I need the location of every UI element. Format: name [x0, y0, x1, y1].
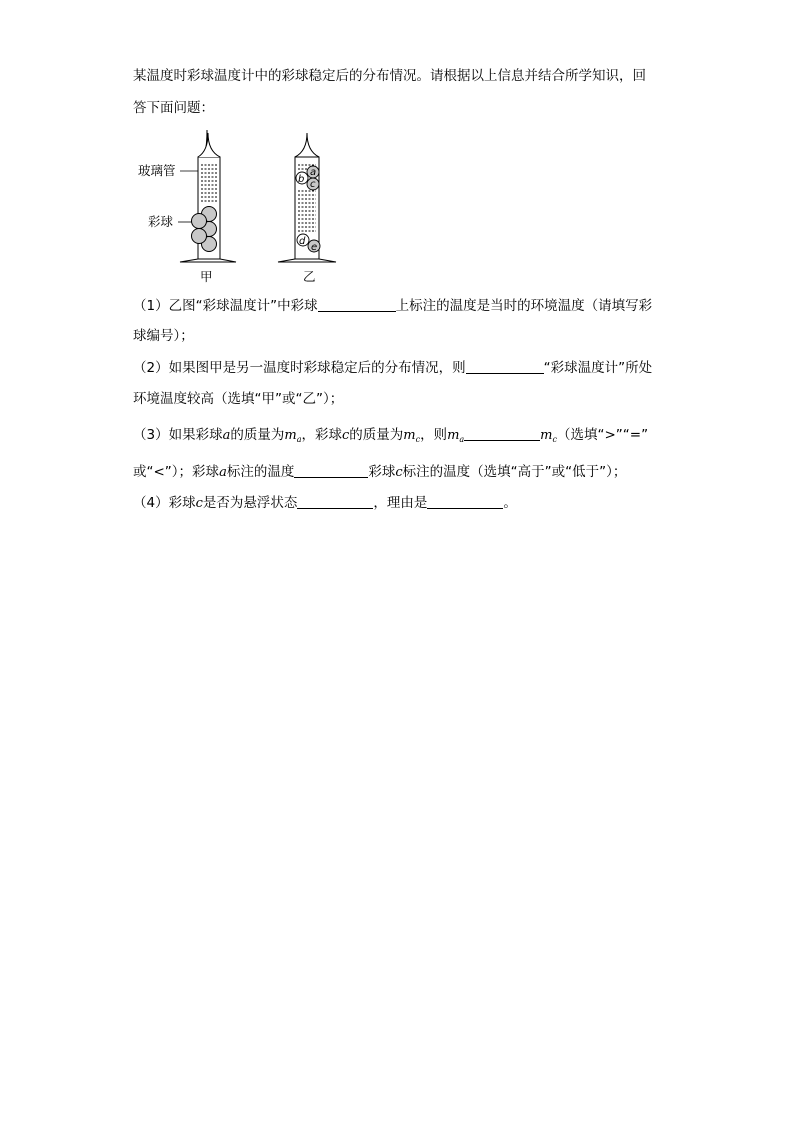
q3-line-1: （3）如果彩球a的质量为$m_a$，彩球c的质量为$m_c$，则$m_a$ $m_c$（选填“>”“=”: [133, 427, 649, 444]
q2-line-1: （2）如果图甲是另一温度时彩球稳定后的分布情况，则 “彩球温度计”所处: [133, 360, 653, 376]
q1-answer-blank[interactable]: [318, 298, 396, 312]
q4-reason-blank[interactable]: [427, 495, 503, 509]
intro-line-2: 答下面问题：: [133, 100, 214, 116]
q4-state-blank[interactable]: [297, 495, 373, 509]
q3-line-2: 或“<”）；彩球a标注的温度 彩球c标注的温度（选填“高于”或“低于”）；: [133, 464, 627, 480]
caption-yi: 乙: [303, 269, 316, 284]
q2-line-2: 环境温度较高（选填“甲”或“乙”）；: [133, 391, 344, 407]
label-glass-tube: 玻璃管: [138, 163, 176, 178]
q4-line-1: （4）彩球c是否为悬浮状态 ，理由是 。: [133, 495, 517, 511]
thermometer-yi: [278, 133, 336, 284]
q3-mass-blank[interactable]: [464, 427, 540, 441]
thermometer-jia: [138, 130, 236, 284]
ball-label-b: b: [298, 174, 305, 185]
ball-label-a: a: [310, 167, 317, 178]
q3-temp-blank[interactable]: [294, 464, 368, 478]
ball-label-e: e: [311, 242, 318, 253]
ball-label-d: d: [299, 236, 306, 247]
thermometer-figure: [130, 125, 360, 285]
label-ball: 彩球: [148, 214, 174, 229]
q2-answer-blank[interactable]: [466, 360, 544, 374]
intro-line-1: 某温度时彩球温度计中的彩球稳定后的分布情况。请根据以上信息并结合所学知识，回: [133, 68, 646, 84]
ball-label-c: c: [310, 179, 316, 190]
q1-line-1: （1）乙图“彩球温度计”中彩球 上标注的温度是当时的环境温度（请填写彩: [133, 298, 653, 314]
caption-jia: 甲: [200, 269, 213, 284]
q1-line-2: 球编号）；: [133, 328, 194, 344]
